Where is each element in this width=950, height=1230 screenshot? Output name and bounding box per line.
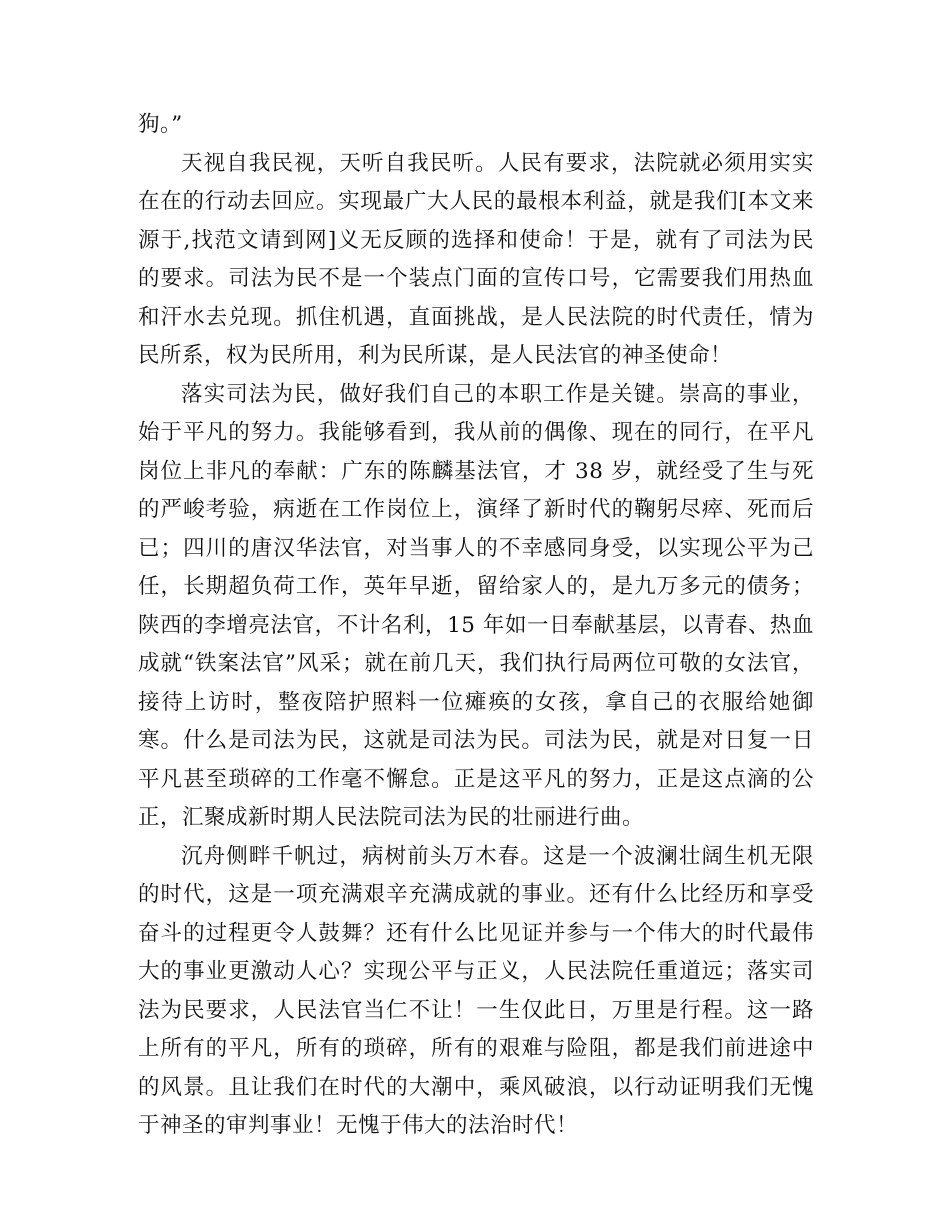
paragraph-continuation: 狗。” xyxy=(138,112,183,137)
paragraph-judges-examples: 落实司法为民，做好我们自己的本职工作是关键。崇高的事业，始于平凡的努力。我能够看到，我从前的偶像、现在的同行，在平凡岗位上非凡的奉献：广东的陈麟基法官，才 38 岁，就经受了生与死的严峻考验，病逝在工作岗位上，演绎了新时代的鞠躬尽瘁、死而后已；四川的唐汉华法官，对当事人的不幸感同身受，以实现公平为己任，长期超负荷工作，英年早逝，留给家人的，是九万多元的债务；陕西的李增亮法官，不计名利，15 年如一日奉献基层，以青春、热血成就“铁案法官”风采；就在前几天，我们执行局两位可敬的女法官，接待上访时，整夜陪护照料一位瘫痪的女孩，拿自己的衣服给她御寒。什么是司法为民，这就是司法为民。司法为民，就是对日复一日平凡甚至琐碎的工作毫不懈怠。正是这平凡的努力，正是这点滴的公正，汇聚成新时期人民法院司法为民的壮丽进行曲。 xyxy=(138,381,814,830)
document-body xyxy=(138,106,814,1146)
paragraph-closing: 沉舟侧畔千帆过，病树前头万木春。这是一个波澜壮阔生机无限的时代，这是一项充满艰辛充满成就的事业。还有什么比经历和享受奋斗的过程更令人鼓舞？还有什么比见证并参与一个伟大的时代最伟大的事业更激动人心？实现公平与正义，人民法院任重道远；落实司法为民要求，人民法官当仁不让！一生仅此日，万里是行程。这一路上所有的平凡，所有的琐碎，所有的艰难与险阻，都是我们前进途中的风景。且让我们在时代的大潮中，乘风破浪，以行动证明我们无愧于神圣的审判事业！无愧于伟大的法治时代！ xyxy=(138,843,814,1138)
paragraph-people-demand: 天视自我民视，天听自我民听。人民有要求，法院就必须用实实在在的行动去回应。实现最广大人民的最根本利益，就是我们[本文来源于,找范文请到网]义无反顾的选择和使命！于是，就有了司法为民的要求。司法为民不是一个装点门面的宣传口号，它需要我们用热血和汗水去兑现。抓住机遇，直面挑战，是人民法院的时代责任，情为民所系，权为民所用，利为民所谋，是人民法官的神圣使命！ xyxy=(138,150,814,368)
